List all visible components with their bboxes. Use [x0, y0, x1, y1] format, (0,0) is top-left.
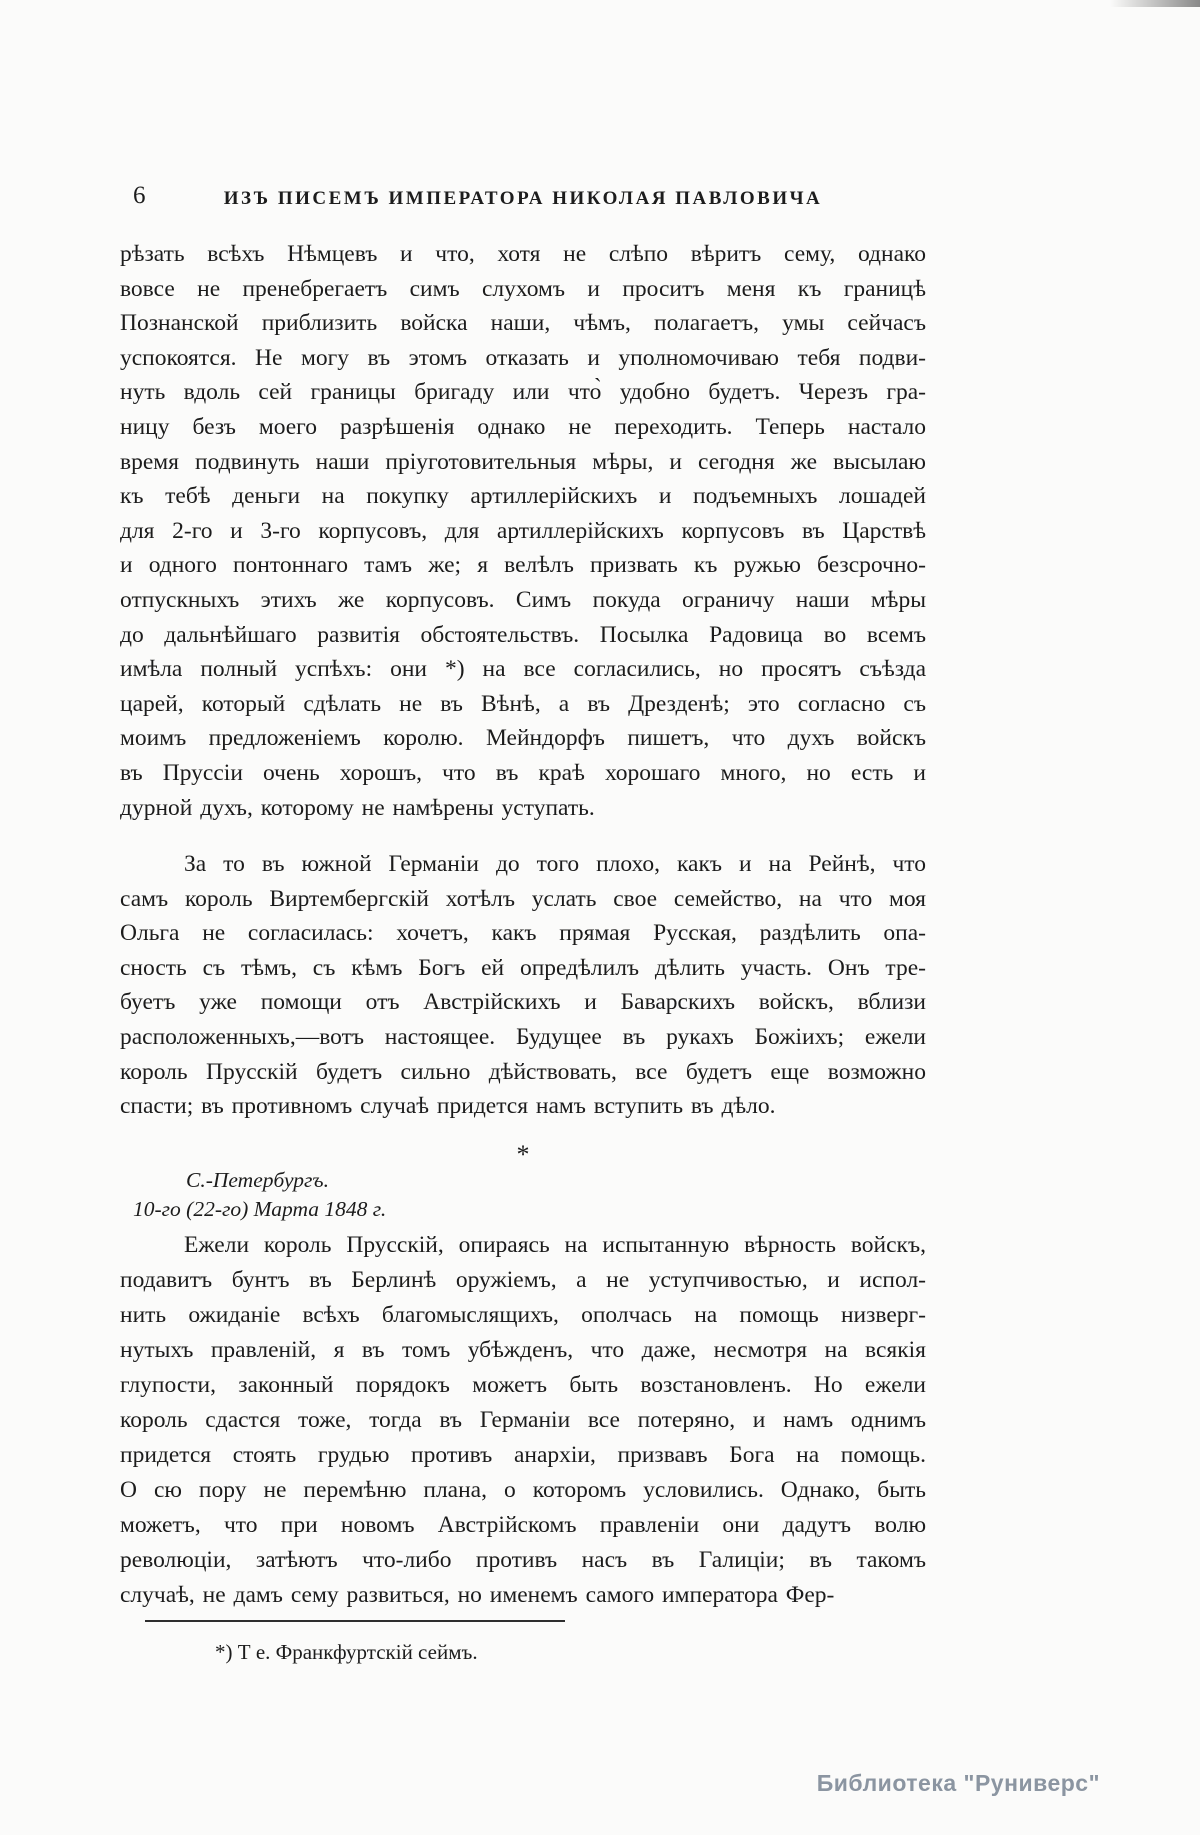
- text-line: случаѣ, не дамъ сему развиться, но именемъ самого императора Фер-: [120, 1582, 835, 1608]
- text-line: и одного понтоннаго тамъ же; я велѣлъ призвать къ ружью безсрочно-: [120, 552, 926, 579]
- text-line: для 2-го и 3-го корпусовъ, для артиллерійскихъ корпусовъ въ Царствѣ: [120, 517, 926, 544]
- text-line: Познанской приблизить войска наши, чѣмъ, полагаетъ, умы сейчасъ: [120, 310, 926, 337]
- text-line: моимъ предложеніемъ королю. Мейндорфъ пишетъ, что духъ войскъ: [120, 725, 926, 752]
- footnote-divider-rule: [145, 1620, 565, 1622]
- text-line: Ежели король Прусскій, опираясь на испытанную вѣрность войскъ,: [184, 1232, 926, 1258]
- text-line: царей, который сдѣлать не въ Вѣнѣ, а въ Дрезденѣ; это согласно съ: [120, 690, 926, 717]
- text-line: рѣзать всѣхъ Нѣмцевъ и что, хотя не слѣпо вѣритъ сему, однако: [120, 241, 926, 267]
- letter2-paragraph-1: [120, 1228, 926, 1613]
- text-line: ницу безъ моего разрѣшенія однако не переходить. Теперь настало: [120, 413, 926, 440]
- text-line: нуть вдоль сей границы бригаду или что̀ удобно будетъ. Черезъ гра-: [120, 379, 926, 406]
- dateline-place: С.-Петербургъ.: [186, 1168, 329, 1192]
- text-line: король Прусскій будетъ сильно дѣйствовать, все будетъ еще возможно: [120, 1058, 926, 1085]
- text-line: въ Пруссіи очень хорошъ, что въ краѣ хорошаго много, но есть и: [120, 759, 926, 786]
- text-line: время подвинуть наши пріуготовительныя мѣры, и сегодня же высылаю: [120, 448, 926, 475]
- dateline-date: 10-го (22-го) Марта 1848 г.: [133, 1197, 387, 1221]
- text-line: революціи, затѣютъ что-либо противъ насъ въ Галиціи; въ такомъ: [120, 1547, 926, 1573]
- text-line: спасти; въ противномъ случаѣ придется намъ вступить въ дѣло.: [120, 1093, 776, 1120]
- running-header-title: ИЗЪ ПИСЕМЪ ИМПЕРАТОРА НИКОЛАЯ ПАВЛОВИЧА: [223, 188, 823, 209]
- text-line: можетъ, что при новомъ Австрійскомъ правленіи они дадутъ волю: [120, 1512, 926, 1538]
- text-line: къ тебѣ деньги на покупку артиллерійскихъ и подъемныхъ лошадей: [120, 483, 926, 510]
- text-line: буетъ уже помощи отъ Австрійскихъ и Баварскихъ войскъ, вблизи: [120, 989, 926, 1016]
- text-line: сность съ тѣмъ, съ кѣмъ Богъ ей опредѣлилъ дѣлить участь. Онъ тре-: [120, 954, 926, 981]
- text-line: расположенныхъ,—вотъ настоящее. Будущее въ рукахъ Божіихъ; ежели: [120, 1023, 926, 1050]
- text-line: до дальнѣйшаго развитія обстоятельствъ. Посылка Радовица во всемъ: [120, 621, 926, 648]
- text-line: О сю пору не перемѣню плана, о которомъ условились. Однако, быть: [120, 1477, 926, 1503]
- text-line: король сдастся тоже, тогда въ Германіи все потеряно, и намъ однимъ: [120, 1407, 926, 1433]
- text-line: нутыхъ правленій, я въ томъ убѣжденъ, что даже, несмотря на всякія: [120, 1337, 926, 1363]
- footnote-text: *) Т е. Франкфуртскій сеймъ.: [215, 1640, 478, 1664]
- scan-edge-artifact: [1110, 0, 1200, 7]
- page-number: 6: [133, 182, 146, 209]
- section-separator-asterisk: *: [516, 1140, 530, 1169]
- text-line: самъ король Виртембергскій хотѣлъ услать свое семейство, на что моя: [120, 885, 926, 912]
- letter1-paragraph-2: [120, 847, 926, 1124]
- text-line: Ольга не согласилась: хочетъ, какъ прямая Русская, раздѣлить опа-: [120, 920, 926, 947]
- letter1-paragraph-1: [120, 237, 926, 825]
- text-line: подавитъ бунтъ въ Берлинѣ оружіемъ, а не уступчивостью, и испол-: [120, 1267, 926, 1293]
- library-watermark: Библиотека "Руниверс": [816, 1770, 1100, 1796]
- text-line: дурной духъ, которому не намѣрены уступать.: [120, 794, 595, 821]
- text-line: вовсе не пренебрегаетъ симъ слухомъ и проситъ меня къ границѣ: [120, 275, 926, 302]
- text-line: За то въ южной Германіи до того плохо, какъ и на Рейнѣ, что: [184, 851, 926, 877]
- text-line: придется стоять грудью противъ анархіи, призвавъ Бога на помощь.: [120, 1442, 926, 1468]
- text-line: нить ожиданіе всѣхъ благомыслящихъ, ополчась на помощь низверг-: [120, 1302, 926, 1328]
- text-line: отпускныхъ этихъ же корпусовъ. Симъ покуда ограничу наши мѣры: [120, 586, 926, 613]
- text-line: глупости, законный порядокъ можетъ быть возстановленъ. Но ежели: [120, 1372, 926, 1398]
- text-line: успокоятся. Не могу въ этомъ отказать и уполномочиваю тебя подви-: [120, 344, 926, 371]
- text-line: имѣла полный успѣхъ: они *) на все согласились, но просятъ съѣзда: [120, 656, 926, 683]
